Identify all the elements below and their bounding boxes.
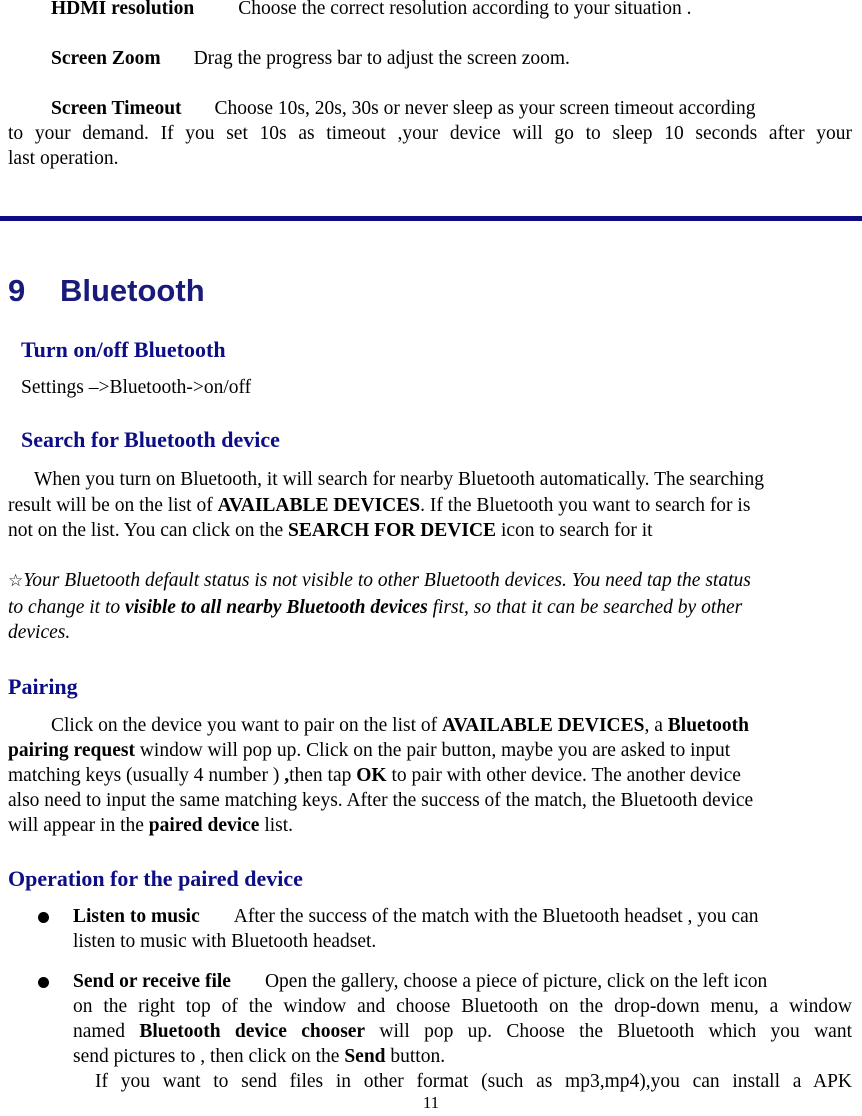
screen-zoom-item xyxy=(51,47,570,71)
text-run: will appear in the xyxy=(8,815,149,836)
text-run: button. xyxy=(385,1046,446,1067)
listen-music-label: Listen to music xyxy=(73,906,200,927)
text-run: icon to search for it xyxy=(496,520,653,541)
text-run: Your Bluetooth default status is not visible to other Bluetooth devices. You need tap the status xyxy=(23,570,751,591)
text-run: to pair with other device. The another device xyxy=(386,765,741,786)
search-for-device-term: SEARCH FOR DEVICE xyxy=(288,520,497,541)
text-run: then tap xyxy=(289,765,357,786)
send-file-line-3 xyxy=(73,1020,852,1044)
send-term: Send xyxy=(344,1046,386,1067)
send-file-line-5: If you want to send files in other format (such as mp3,mp4),you can install a APK xyxy=(95,1071,852,1092)
pairing-line-4: also need to input the same matching keys. After the success of the match, the Bluetooth device xyxy=(8,790,754,811)
timeout-text-3: last operation. xyxy=(8,148,119,169)
text-run: not on the list. You can click on the xyxy=(8,520,289,541)
hdmi-label: HDMI resolution xyxy=(51,0,195,19)
zoom-label: Screen Zoom xyxy=(51,48,161,69)
operation-heading: Operation for the paired device xyxy=(8,866,303,891)
zoom-text: Drag the progress bar to adjust the screen zoom. xyxy=(193,48,570,69)
search-para-line-2 xyxy=(8,494,750,518)
send-file-line-2: on the right top of the window and choose Bluetooth on the drop-down menu, a window xyxy=(73,996,852,1017)
timeout-label: Screen Timeout xyxy=(51,98,182,119)
text-run: first, so that it can be searched by other xyxy=(427,597,743,618)
send-file-line-4 xyxy=(73,1045,445,1069)
pairing-line-2 xyxy=(8,739,730,763)
pairing-request-term: pairing request xyxy=(8,740,135,761)
pairing-line-3 xyxy=(8,764,741,788)
text-run: send pictures to , then click on the xyxy=(73,1046,345,1067)
visible-to-all-term: visible to all nearby Bluetooth devices xyxy=(124,597,428,618)
paired-device-term: paired device xyxy=(148,815,260,836)
available-devices-term: AVAILABLE DEVICES xyxy=(217,495,421,516)
text-run: matching keys (usually 4 number ) xyxy=(8,765,285,786)
page-number: 11 xyxy=(422,1093,440,1112)
ok-term: OK xyxy=(356,765,387,786)
listen-music-line-2: listen to music with Bluetooth headset. xyxy=(73,931,377,952)
bullet-icon xyxy=(38,977,49,988)
pairing-line-1 xyxy=(51,714,749,738)
search-para-line-3 xyxy=(8,519,653,543)
hdmi-resolution-item xyxy=(51,0,691,21)
text-run: , a xyxy=(644,715,668,736)
text-run: Click on the device you want to pair on the list of xyxy=(51,715,442,736)
search-para-line-1: When you turn on Bluetooth, it will search for nearby Bluetooth automatically. The searching xyxy=(34,469,764,490)
timeout-text-1: Choose 10s, 20s, 30s or never sleep as your screen timeout according xyxy=(214,98,756,119)
send-file-label: Send or receive file xyxy=(73,971,231,992)
section-number: 9 xyxy=(8,273,26,308)
text-run: Open the gallery, choose a piece of picture, click on the left icon xyxy=(264,971,768,992)
note-line-2 xyxy=(8,596,742,620)
text-run: list. xyxy=(259,815,294,836)
comma: , xyxy=(284,765,290,786)
text-run: named xyxy=(73,1021,140,1042)
hdmi-text: Choose the correct resolution according to your situation . xyxy=(238,0,692,19)
star-icon: ☆ xyxy=(8,571,24,591)
section-title: Bluetooth xyxy=(60,273,205,308)
device-chooser-term: Bluetooth device chooser xyxy=(139,1021,366,1042)
timeout-text-2: to your demand. If you set 10s as timeout ,your device will go to sleep 10 seconds after your xyxy=(8,123,852,144)
screen-timeout-item xyxy=(51,97,756,121)
text-run: window will pop up. Click on the pair button, maybe you are asked to input xyxy=(134,740,731,761)
section-heading xyxy=(8,272,205,310)
bullet-icon xyxy=(38,912,49,923)
search-heading: Search for Bluetooth device xyxy=(21,427,280,452)
note-line-1 xyxy=(8,569,751,593)
text-run: . If the Bluetooth you want to search for is xyxy=(420,495,751,516)
settings-path: Settings –>Bluetooth->on/off xyxy=(21,377,252,398)
bluetooth-term: Bluetooth xyxy=(667,715,750,736)
pairing-line-5 xyxy=(8,814,293,838)
text-run: result will be on the list of xyxy=(8,495,218,516)
section-divider xyxy=(0,216,862,221)
available-devices-term: AVAILABLE DEVICES xyxy=(442,715,645,736)
send-file-item xyxy=(73,970,852,994)
text-run: After the success of the match with the Bluetooth headset , you can xyxy=(233,906,759,927)
note-line-3: devices. xyxy=(8,622,71,643)
text-run: to change it to xyxy=(8,597,125,618)
listen-music-item xyxy=(73,905,852,929)
text-run: will pop up. Choose the Bluetooth which you want xyxy=(365,1021,852,1042)
turn-on-off-heading: Turn on/off Bluetooth xyxy=(21,337,226,362)
pairing-heading: Pairing xyxy=(8,674,78,699)
